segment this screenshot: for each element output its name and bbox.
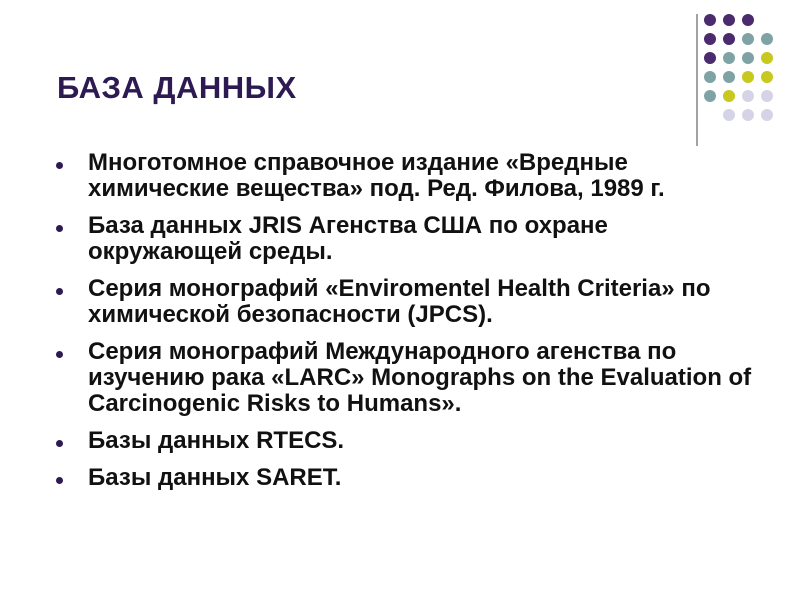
decorative-dot [704, 71, 716, 83]
decorative-dot [704, 90, 716, 102]
bullet-text: База данных JRIS Агенства США по охране окружающей среды. [88, 212, 608, 265]
bullet-item [56, 428, 756, 454]
decorative-dot [723, 33, 735, 45]
bullet-item [56, 465, 756, 491]
bullet-icon [56, 440, 63, 447]
bullet-icon [56, 351, 63, 358]
decorative-dot [742, 109, 754, 121]
bullet-item [56, 276, 756, 328]
bullet-text: Серия монографий Международного агенства по изучению рака «LARC» Monographs on the Evaluation of Carcinogenic Risks to Humans». [88, 338, 752, 417]
bullet-text: Базы данных SARET. [88, 464, 342, 491]
decorative-dot [742, 71, 754, 83]
decorative-dot-grid [701, 13, 779, 131]
bullet-icon [56, 288, 63, 295]
bullet-item [56, 213, 756, 265]
decorative-dot [761, 71, 773, 83]
slide-title: БАЗА ДАННЫХ [57, 70, 297, 105]
decorative-dot [704, 52, 716, 64]
decorative-dot [742, 33, 754, 45]
bullet-item [56, 150, 756, 202]
decorative-dot [723, 52, 735, 64]
dot-grid-graphic [701, 13, 779, 131]
bullet-text: Серия монографий «Enviromentel Health Criteria» по химической безопасности (JPCS). [88, 275, 711, 328]
decorative-dot [761, 52, 773, 64]
decorative-dot [761, 109, 773, 121]
bullet-list [56, 150, 756, 502]
decorative-dot [761, 33, 773, 45]
bullet-icon [56, 162, 63, 169]
decorative-dot [761, 90, 773, 102]
decorative-dot [742, 52, 754, 64]
decorative-dot [723, 14, 735, 26]
decorative-dot [723, 90, 735, 102]
bullet-icon [56, 477, 63, 484]
bullet-text: Многотомное справочное издание «Вредные химические вещества» под. Ред. Филова, 1989 г. [88, 149, 665, 202]
decorative-dot [742, 90, 754, 102]
decorative-dot [742, 14, 754, 26]
decorative-dot [704, 14, 716, 26]
bullet-item [56, 339, 756, 417]
decorative-dot [704, 33, 716, 45]
decorative-dot [723, 71, 735, 83]
vertical-divider [696, 14, 698, 146]
bullet-icon [56, 225, 63, 232]
bullet-text: Базы данных RTECS. [88, 427, 345, 454]
decorative-dot [723, 109, 735, 121]
